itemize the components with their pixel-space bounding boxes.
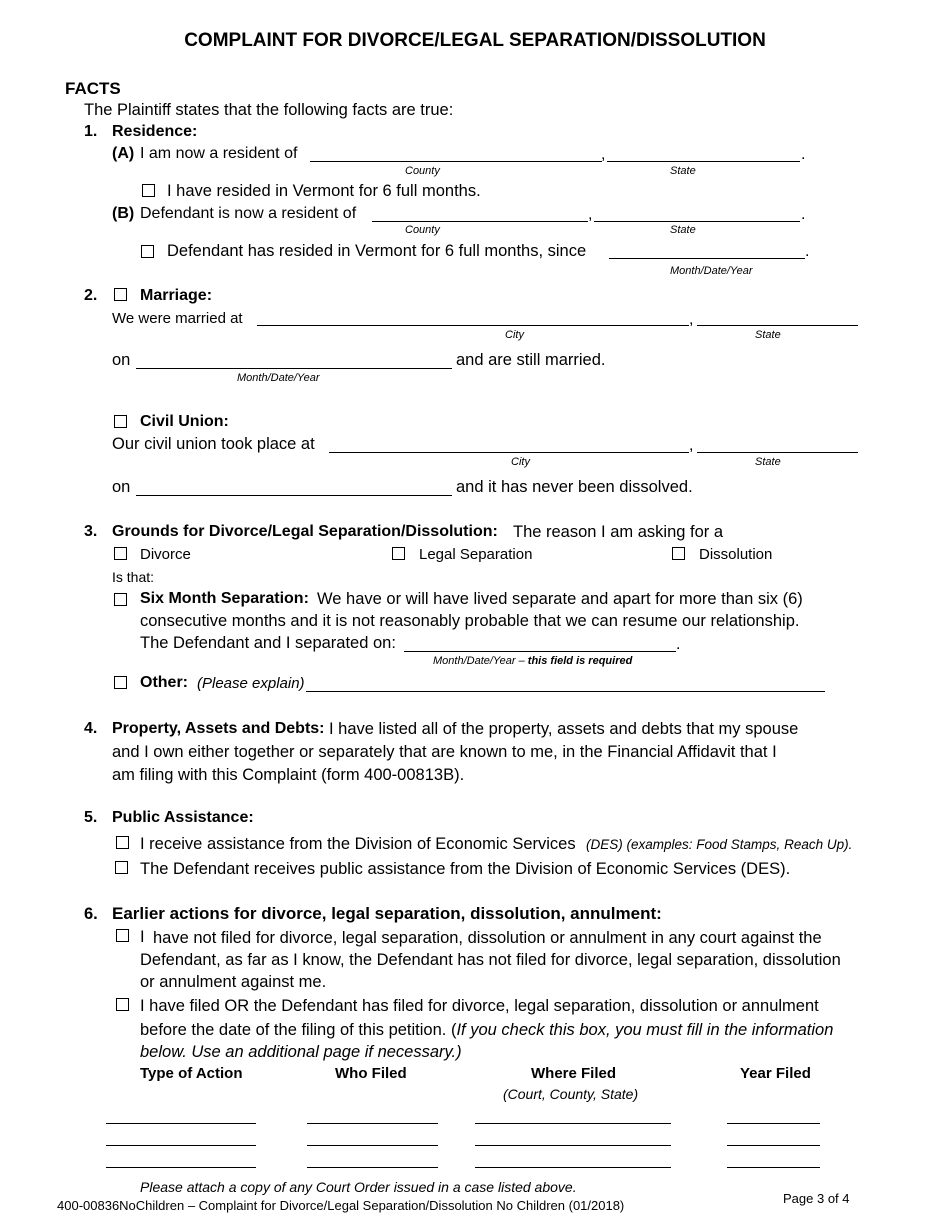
defendant-assistance-checkbox[interactable] <box>115 861 128 874</box>
residence-b-label: (B) <box>112 205 135 222</box>
row3-type-field[interactable] <box>106 1167 256 1168</box>
section-2-number: 2. <box>84 287 98 304</box>
row3-where-field[interactable] <box>475 1167 671 1168</box>
not-filed-lead: I <box>140 928 145 946</box>
defendant-resided-checkbox[interactable] <box>141 245 154 258</box>
row1-who-field[interactable] <box>307 1123 438 1124</box>
resided-vermont-label: I have resided in Vermont for 6 full months. <box>167 182 481 200</box>
not-filed-line3: or annulment against me. <box>140 973 327 991</box>
residence-a-text: I am now a resident of <box>140 145 298 162</box>
form-id: 400-00836NoChildren – Complaint for Divorce/Legal Separation/Dissolution No Children (01/2018) <box>57 1198 625 1213</box>
section-5-number: 5. <box>84 809 98 826</box>
row2-who-field[interactable] <box>307 1145 438 1146</box>
row2-type-field[interactable] <box>106 1145 256 1146</box>
section-4-line2: and I own either together or separately that are known to me, in the Financial Affidavit that I <box>112 743 777 761</box>
other-checkbox[interactable] <box>114 676 127 689</box>
married-at-text: We were married at <box>112 310 243 327</box>
receive-assistance-checkbox[interactable] <box>116 836 129 849</box>
civil-union-date-field[interactable] <box>136 495 452 496</box>
resided-vermont-checkbox[interactable] <box>142 184 155 197</box>
civil-union-checkbox[interactable] <box>114 415 127 428</box>
legal-separation-label: Legal Separation <box>419 546 533 563</box>
residence-a-label: (A) <box>112 145 135 162</box>
receive-assistance-label: I receive assistance from the Division of Economic Services <box>140 835 576 853</box>
not-filed-checkbox[interactable] <box>116 929 129 942</box>
section-3-heading: Grounds for Divorce/Legal Separation/Dissolution: <box>112 523 498 540</box>
section-5-heading: Public Assistance: <box>112 809 254 826</box>
six-month-line3: The Defendant and I separated on: <box>140 634 396 652</box>
marriage-date-field[interactable] <box>136 368 452 369</box>
section-4-line1: I have listed all of the property, assets and debts that my spouse <box>329 720 799 738</box>
attach-note: Please attach a copy of any Court Order issued in a case listed above. <box>140 1179 577 1195</box>
civil-union-city-field[interactable] <box>329 452 689 453</box>
defendant-resided-label: Defendant has resided in Vermont for 6 full months, since <box>167 242 587 260</box>
have-filed-line2: before the date of the filing of this petition. ( <box>140 1021 457 1039</box>
divorce-checkbox[interactable] <box>114 547 127 560</box>
col-who-filed: Who Filed <box>335 1065 407 1082</box>
city-caption-1: City <box>505 329 524 341</box>
dissolution-checkbox[interactable] <box>672 547 685 560</box>
mdy-caption-1: Month/Date/Year <box>670 265 753 277</box>
row3-year-field[interactable] <box>727 1167 820 1168</box>
defendant-resided-date-field[interactable] <box>609 258 805 259</box>
civil-union-heading: Civil Union: <box>140 413 229 430</box>
page-title: COMPLAINT FOR DIVORCE/LEGAL SEPARATION/DISSOLUTION <box>184 30 766 51</box>
other-italic: (Please explain) <box>197 675 305 692</box>
defendant-county-field[interactable] <box>372 221 588 222</box>
other-explain-field[interactable] <box>306 691 825 692</box>
section-1-heading: Residence: <box>112 123 198 140</box>
county-caption: County <box>405 165 440 177</box>
have-filed-line1: I have filed OR the Defendant has filed for divorce, legal separation, dissolution or annulment <box>140 997 819 1015</box>
state-caption-b: State <box>670 224 696 236</box>
col-type-of-action: Type of Action <box>140 1065 243 1082</box>
facts-heading: FACTS <box>65 79 121 98</box>
defendant-state-field[interactable] <box>594 221 800 222</box>
six-month-bold: Six Month Separation: <box>140 590 309 607</box>
civil-union-place-text: Our civil union took place at <box>112 435 315 453</box>
row3-who-field[interactable] <box>307 1167 438 1168</box>
city-caption-2: City <box>511 456 530 468</box>
mdy-caption-2: Month/Date/Year <box>237 372 320 384</box>
divorce-label: Divorce <box>140 546 191 563</box>
have-filed-checkbox[interactable] <box>116 998 129 1011</box>
row1-where-field[interactable] <box>475 1123 671 1124</box>
row1-type-field[interactable] <box>106 1123 256 1124</box>
plaintiff-county-field[interactable] <box>310 161 602 162</box>
marriage-checkbox[interactable] <box>114 288 127 301</box>
county-caption-b: County <box>405 224 440 236</box>
marriage-heading: Marriage: <box>140 287 213 304</box>
have-filed-line3: below. Use an additional page if necessary.) <box>140 1043 462 1061</box>
facts-intro: The Plaintiff states that the following facts are true: <box>84 101 454 119</box>
plaintiff-state-field[interactable] <box>607 161 800 162</box>
col-year-filed: Year Filed <box>740 1065 811 1082</box>
section-3-number: 3. <box>84 523 98 540</box>
six-month-checkbox[interactable] <box>114 593 127 606</box>
six-month-line2: consecutive months and it is not reasonably probable that we can resume our relationship. <box>140 612 800 630</box>
section-6-heading: Earlier actions for divorce, legal separation, dissolution, annulment: <box>112 904 662 923</box>
not-filed-line1: have not filed for divorce, legal separation, dissolution or annulment in any court against the <box>153 929 822 947</box>
civil-union-state-field[interactable] <box>697 452 858 453</box>
row1-year-field[interactable] <box>727 1123 820 1124</box>
never-dissolved-text: and it has never been dissolved. <box>456 478 693 496</box>
state-caption: State <box>670 165 696 177</box>
legal-separation-checkbox[interactable] <box>392 547 405 560</box>
is-that-text: Is that: <box>112 569 155 585</box>
section-6-number: 6. <box>84 905 98 923</box>
separation-caption-required: this field is required <box>527 655 633 667</box>
section-3-heading-rest: The reason I am asking for a <box>513 523 724 541</box>
residence-b-text: Defendant is now a resident of <box>140 205 357 222</box>
separation-caption: Month/Date/Year – <box>433 655 525 667</box>
section-1-number: 1. <box>84 123 98 140</box>
col-where-filed: Where Filed <box>531 1065 617 1082</box>
section-4-number: 4. <box>84 720 98 737</box>
civil-union-on-text: on <box>112 478 131 496</box>
separation-date-field[interactable] <box>404 651 676 652</box>
not-filed-line2: Defendant, as far as I know, the Defendant has not filed for divorce, legal separation, dissolution <box>140 951 841 969</box>
still-married-text: and are still married. <box>456 351 606 369</box>
have-filed-line2-italic: If you check this box, you must fill in the information <box>456 1021 834 1039</box>
marriage-state-field[interactable] <box>697 325 858 326</box>
dissolution-label: Dissolution <box>699 546 773 563</box>
col-where-filed-sub: (Court, County, State) <box>503 1086 639 1102</box>
row2-year-field[interactable] <box>727 1145 820 1146</box>
six-month-text: We have or will have lived separate and apart for more than six (6) <box>317 590 803 608</box>
state-caption-3: State <box>755 456 781 468</box>
row2-where-field[interactable] <box>475 1145 671 1146</box>
receive-assistance-italic: (DES) (examples: Food Stamps, Reach Up). <box>586 837 853 852</box>
state-caption-2: State <box>755 329 781 341</box>
defendant-assistance-label: The Defendant receives public assistance from the Division of Economic Services (DES). <box>140 860 791 878</box>
other-bold: Other: <box>140 674 188 691</box>
marriage-on-text: on <box>112 351 131 369</box>
section-4-line3: am filing with this Complaint (form 400-00813B). <box>112 766 465 784</box>
page-number: Page 3 of 4 <box>783 1191 850 1206</box>
marriage-city-field[interactable] <box>257 325 689 326</box>
section-4-heading: Property, Assets and Debts: <box>112 720 325 737</box>
